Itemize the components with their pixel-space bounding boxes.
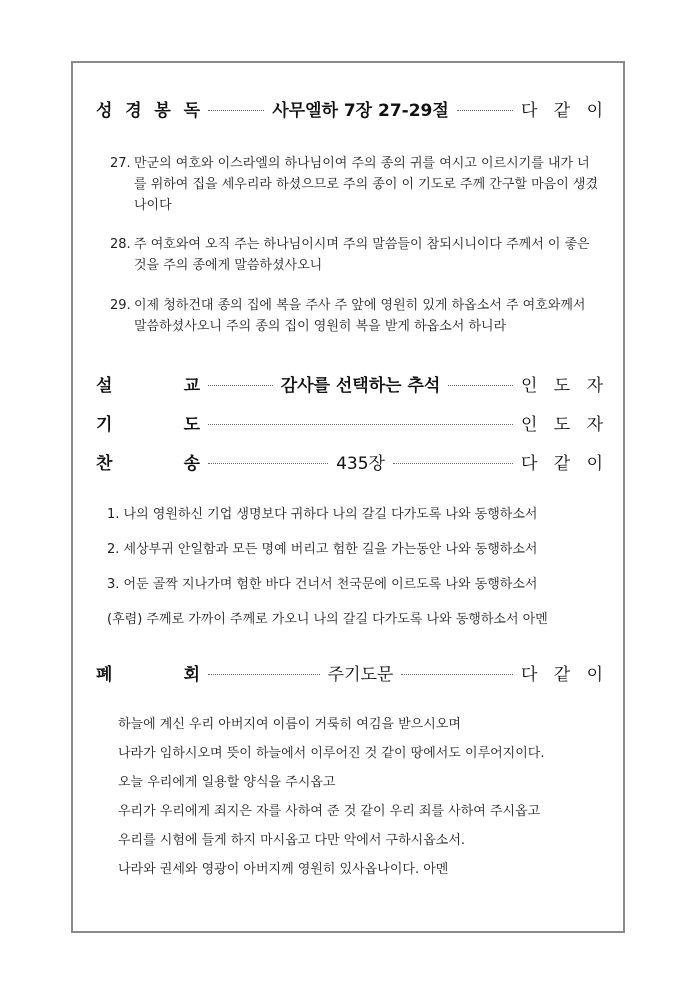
performer-char: 다	[521, 453, 538, 474]
performer-char: 같	[553, 453, 571, 474]
section-label	[96, 371, 200, 396]
scripture-reading-row	[96, 94, 603, 122]
label-char: 경	[125, 100, 142, 121]
performer-char: 이	[586, 453, 603, 474]
dot-leader	[401, 674, 513, 675]
hymn-number: 435장	[336, 453, 385, 474]
section-performer	[521, 660, 603, 685]
prayer-line: 하늘에 계신 우리 아버지여 이름이 거룩히 여김을 받으시오며	[118, 717, 461, 732]
hymn-verse: 1. 나의 영원하신 기업 생명보다 귀하다 나의 갈길 다가도록 나와 동행하소서	[107, 507, 538, 522]
verse-number: 29.	[110, 298, 131, 313]
dot-leader	[457, 110, 513, 111]
hymn-refrain: (후렴) 주께로 가까이 주께로 가오니 나의 갈길 다가도록 나와 동행하소서 아멘	[107, 612, 548, 627]
dot-leader	[393, 463, 513, 464]
verse-item	[110, 234, 600, 276]
section-performer	[521, 410, 603, 435]
dot-leader	[448, 385, 513, 386]
performer-char: 자	[586, 414, 603, 435]
verse-number: 28.	[110, 237, 131, 252]
label-char: 폐	[96, 664, 113, 685]
performer-char: 도	[553, 414, 571, 435]
section-label	[96, 449, 200, 474]
prayer-line: 우리를 시험에 들게 하지 마시옵고 다만 악에서 구하시옵소서.	[118, 833, 466, 848]
section-performer	[521, 449, 603, 474]
prayer-line: 나라가 임하시오며 뜻이 하늘에서 이루어진 것 같이 땅에서도 이루어지이다.	[118, 746, 545, 761]
performer-char: 같	[553, 100, 571, 121]
section-label	[96, 96, 200, 121]
performer-char: 다	[521, 100, 538, 121]
label-char: 봉	[154, 100, 171, 121]
dot-leader	[208, 110, 264, 111]
verse-item	[110, 295, 600, 337]
label-char: 성	[96, 100, 113, 121]
prayer-row	[96, 408, 603, 436]
prayer-line: 나라와 권세와 영광이 아버지께 영원히 있사옵나이다. 아멘	[118, 862, 449, 877]
verse-text: 주 여호와여 오직 주는 하나님이시며 주의 말씀들이 참되시니이다 주께서 이 좋은 것을 주의 종에게 말씀하셨사오니	[134, 237, 590, 273]
prayer-line: 우리가 우리에게 죄지은 자를 사하여 준 것 같이 우리 죄를 사하여 주시옵고	[118, 804, 541, 819]
section-performer	[521, 96, 603, 121]
performer-char: 다	[521, 664, 538, 685]
section-label	[96, 660, 200, 685]
hymn-verse: 3. 어둔 골짝 지나가며 험한 바다 건너서 천국문에 이르도록 나와 동행하소서	[107, 577, 538, 592]
closing-row	[96, 658, 603, 686]
label-char: 기	[96, 414, 113, 435]
performer-char: 같	[553, 664, 571, 685]
dot-leader	[208, 463, 328, 464]
label-char: 설	[96, 375, 113, 396]
performer-char: 인	[521, 375, 538, 396]
dot-leader	[208, 385, 273, 386]
verse-item	[110, 153, 600, 216]
hymn-verse: 2. 세상부귀 안일함과 모든 명예 버리고 험한 길을 가는동안 나와 동행하소서	[107, 542, 538, 557]
label-char: 교	[183, 375, 200, 396]
hymn-row	[96, 447, 603, 475]
performer-char: 도	[553, 375, 571, 396]
label-char: 회	[183, 664, 200, 685]
label-char: 도	[183, 414, 200, 435]
verse-text: 이제 청하건대 종의 집에 복을 주사 주 앞에 영원히 있게 하옵소서 주 여호와께서 말씀하셨사오니 주의 종의 집이 영원히 복을 받게 하옵소서 하니라	[134, 298, 586, 334]
prayer-line: 오늘 우리에게 일용할 양식을 주시옵고	[118, 775, 336, 790]
closing-title: 주기도문	[327, 664, 394, 685]
section-performer	[521, 371, 603, 396]
dot-leader	[208, 674, 320, 675]
section-label	[96, 410, 200, 435]
performer-char: 인	[521, 414, 538, 435]
scripture-reference: 사무엘하 7장 27-29절	[272, 100, 449, 121]
performer-char: 자	[586, 375, 604, 396]
verse-number: 27.	[110, 156, 131, 171]
label-char: 송	[183, 453, 200, 474]
performer-char: 이	[586, 664, 604, 685]
dot-leader	[208, 424, 513, 425]
sermon-row	[96, 369, 603, 397]
verse-text: 만군의 여호와 이스라엘의 하나님이여 주의 종의 귀를 여시고 이르시기를 내가 너를 위하여 집을 세우리라 하셨으므로 주의 종이 이 기도로 주께 간구할 마음이 생겼나이다	[134, 156, 599, 213]
sermon-title: 감사를 선택하는 추석	[280, 375, 441, 396]
label-char: 찬	[96, 453, 113, 474]
label-char: 독	[183, 100, 200, 121]
performer-char: 이	[586, 100, 604, 121]
